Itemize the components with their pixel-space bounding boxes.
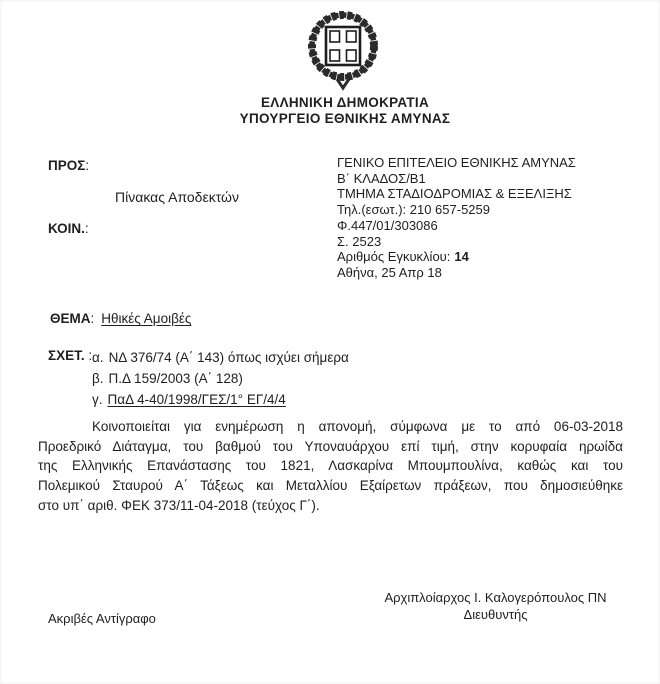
subject-label: ΘΕΜΑ [50, 311, 91, 326]
reference-item [92, 369, 349, 390]
reference-index: β. [92, 370, 104, 386]
subject-colon: : [90, 311, 95, 326]
body-line: Κοινοποιείται για ενημέρωση η απονομή, σύμφωνα με το από 06-03-2018 [92, 419, 623, 434]
references-label: ΣΧΕΤ. [48, 348, 85, 363]
ministry-name: ΥΠΟΥΡΓΕΙΟ ΕΘΝΙΚΗΣ ΑΜΥΝΑΣ [239, 111, 451, 126]
issuer-file-ref: Φ.447/01/303086 [337, 217, 438, 233]
to-colon: : [85, 158, 90, 173]
issuer-department: ΤΜΗΜΑ ΣΤΑΔΙΟΔΡΟΜΙΑΣ & ΕΞΕΛΙΞΗΣ [337, 186, 572, 202]
reference-text: ΠαΔ 4-40/1998/ΓΕΣ/1° ΕΓ/4/4 [107, 391, 286, 407]
org-header [30, 95, 660, 127]
issuer-org: ΓΕΝΙΚΟ ΕΠΙΤΕΛΕΙΟ ΕΘΝΙΚΗΣ ΑΜΥΝΑΣ [337, 155, 576, 170]
body-line: στο υπ΄ αριθ. ΦΕΚ 373/11-04-2018 (τεύχος Γ΄). [38, 497, 320, 513]
issuer-phone: Τηλ.(εσωτ.): 210 657-5259 [337, 202, 490, 218]
issuer-branch: Β΄ ΚΛΑΔΟΣ/Β1 [337, 170, 426, 186]
cc-colon: : [84, 221, 89, 236]
issuer-serial: Σ. 2523 [337, 233, 382, 249]
place-date: Αθήνα, 25 Απρ 18 [337, 264, 442, 280]
circular-number-value: 14 [454, 249, 469, 265]
signatory-name: Αρχιπλοίαρχος Ι. Καλογερόπουλος ΠΝ [384, 590, 607, 605]
signatory-title: Διευθυντής [463, 607, 528, 622]
to-row [48, 158, 89, 173]
references-list [92, 348, 349, 410]
reference-item [92, 390, 349, 411]
signature-block [348, 589, 643, 623]
body-line: της Ελληνικής Επανάστασης του 1821, Λασκαρίνα Μπουμπουλίνα, καθώς και του [38, 458, 623, 474]
greek-coat-of-arms-icon [304, 6, 382, 92]
circular-number-row [337, 249, 576, 265]
cc-label: ΚΟΙΝ. [48, 221, 85, 236]
reference-index: γ. [92, 391, 103, 407]
subject-row [50, 311, 191, 326]
reference-item [92, 348, 349, 369]
reference-index: α. [92, 350, 104, 365]
body-line: Πολεμικού Σταυρού Α΄ Τάξεως και Μεταλλίου Εξαίρετων πράξεων, που δημοσιεύθηκε [38, 478, 623, 494]
certified-copy-note: Ακριβές Αντίγραφο [48, 611, 156, 626]
body-line: Προεδρικό Διάταγμα, του βαθμού του Υποναυάρχου επί τιμή, στην κορυφαία ηρωίδα [38, 438, 623, 454]
references-colon: : [88, 348, 93, 363]
cc-row [48, 221, 89, 236]
issuer-block [337, 155, 576, 281]
reference-text: ΝΔ 376/74 (Α΄ 143) όπως ισχύει σήμερα [108, 350, 349, 365]
subject-value: Ηθικές Αμοιβές [101, 311, 192, 326]
circular-number-label: Αριθμός Εγκυκλίου: [337, 249, 451, 265]
reference-text: Π.Δ 159/2003 (Α΄ 128) [108, 370, 243, 386]
org-name: ΕΛΛΗΝΙΚΗ ΔΗΜΟΚΡΑΤΙΑ [260, 95, 430, 110]
to-value: Πίνακας Αποδεκτών [115, 189, 239, 205]
references-label-row [48, 348, 92, 363]
to-label: ΠΡΟΣ [48, 158, 86, 173]
body-paragraph [38, 417, 623, 516]
